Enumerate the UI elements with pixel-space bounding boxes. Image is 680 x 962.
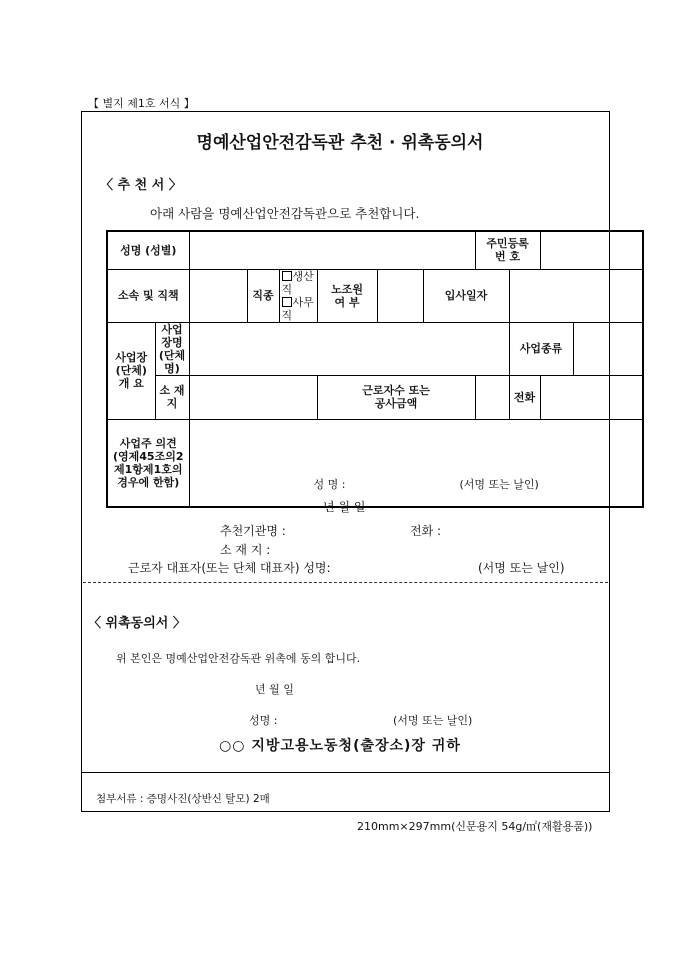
union-member-value[interactable] [377,269,423,322]
location-label: 소 재 지 [155,375,189,419]
recommendation-intro: 아래 사람을 명예산업안전감독관으로 추천합니다. [150,206,420,221]
workplace-name-label: 사업장명 (단체명) [155,322,189,375]
recommendation-section-title: 〈 추 천 서 〉 [100,178,182,193]
location-value[interactable] [189,375,317,419]
phone-value[interactable] [540,375,643,419]
representative-label: 근로자 대표자(또는 단체 대표자) 성명: [128,561,331,575]
consent-sign-label: 성명 : [249,714,278,727]
name-gender-label: 성명 (성별) [107,231,189,269]
recommendation-date: 년 월 일 [323,500,366,514]
agency-phone-label: 전화 : [410,524,442,538]
recommendation-table [106,230,644,508]
workers-count-value[interactable] [475,375,509,419]
resident-number-label: 주민등록 번 호 [475,231,540,269]
agency-name-label: 추천기관명 : [220,524,286,538]
business-type-label: 사업종류 [509,322,573,375]
phone-label: 전화 [509,375,540,419]
business-type-value[interactable] [573,322,643,375]
hire-date-label: 입사일자 [423,269,509,322]
checkbox-icon[interactable] [282,297,292,307]
affiliation-label: 소속 및 직책 [107,269,189,322]
addressee: ○○ 지방고용노동청(출장소)장 귀하 [219,738,461,754]
hire-date-value[interactable] [509,269,643,322]
page-title: 명예산업안전감독관 추천 · 위촉동의서 [196,133,484,153]
affiliation-value[interactable] [189,269,247,322]
attachments-note: 첨부서류 : 증명사진(상반신 탈모) 2매 [96,793,270,805]
job-option-office[interactable]: 사무직 [281,295,314,322]
consent-section-title: 〈 위촉동의서 〉 [88,616,186,631]
job-type-label: 직종 [247,269,279,322]
workers-count-label: 근로자수 또는 공사금액 [317,375,475,419]
agency-location-label: 소 재 지 : [220,543,271,557]
section-divider [83,582,608,583]
workplace-overview-label: 사업장 (단체) 개 요 [107,322,155,419]
consent-date: 년 월 일 [255,683,294,696]
attachment-divider [81,772,610,773]
employer-opinion-label: 사업주 의견 (영제45조의2 제1항제1호의 경우에 한함) [107,419,189,507]
employer-sign-label: 성 명 : [313,477,346,491]
job-type-options [279,269,317,322]
consent-sign-hint: (서명 또는 날인) [393,714,473,727]
consent-statement: 위 본인은 명예산업안전감독관 위촉에 동의 합니다. [116,652,361,665]
job-option-production[interactable]: 생산직 [281,269,314,296]
workplace-name-value[interactable] [189,322,509,375]
union-member-label: 노조원 여 부 [317,269,377,322]
employer-opinion-value[interactable] [189,419,643,507]
checkbox-icon[interactable] [282,271,292,281]
name-gender-value[interactable] [189,231,475,269]
paper-spec: 210mm×297mm(신문용지 54g/㎡(재활용품)) [357,820,593,833]
representative-sign-hint: (서명 또는 날인) [478,561,565,575]
resident-number-value[interactable] [540,231,643,269]
employer-sign-hint: (서명 또는 날인) [459,477,539,491]
form-number-label: 【 별지 제1호 서식 】 [88,97,195,110]
